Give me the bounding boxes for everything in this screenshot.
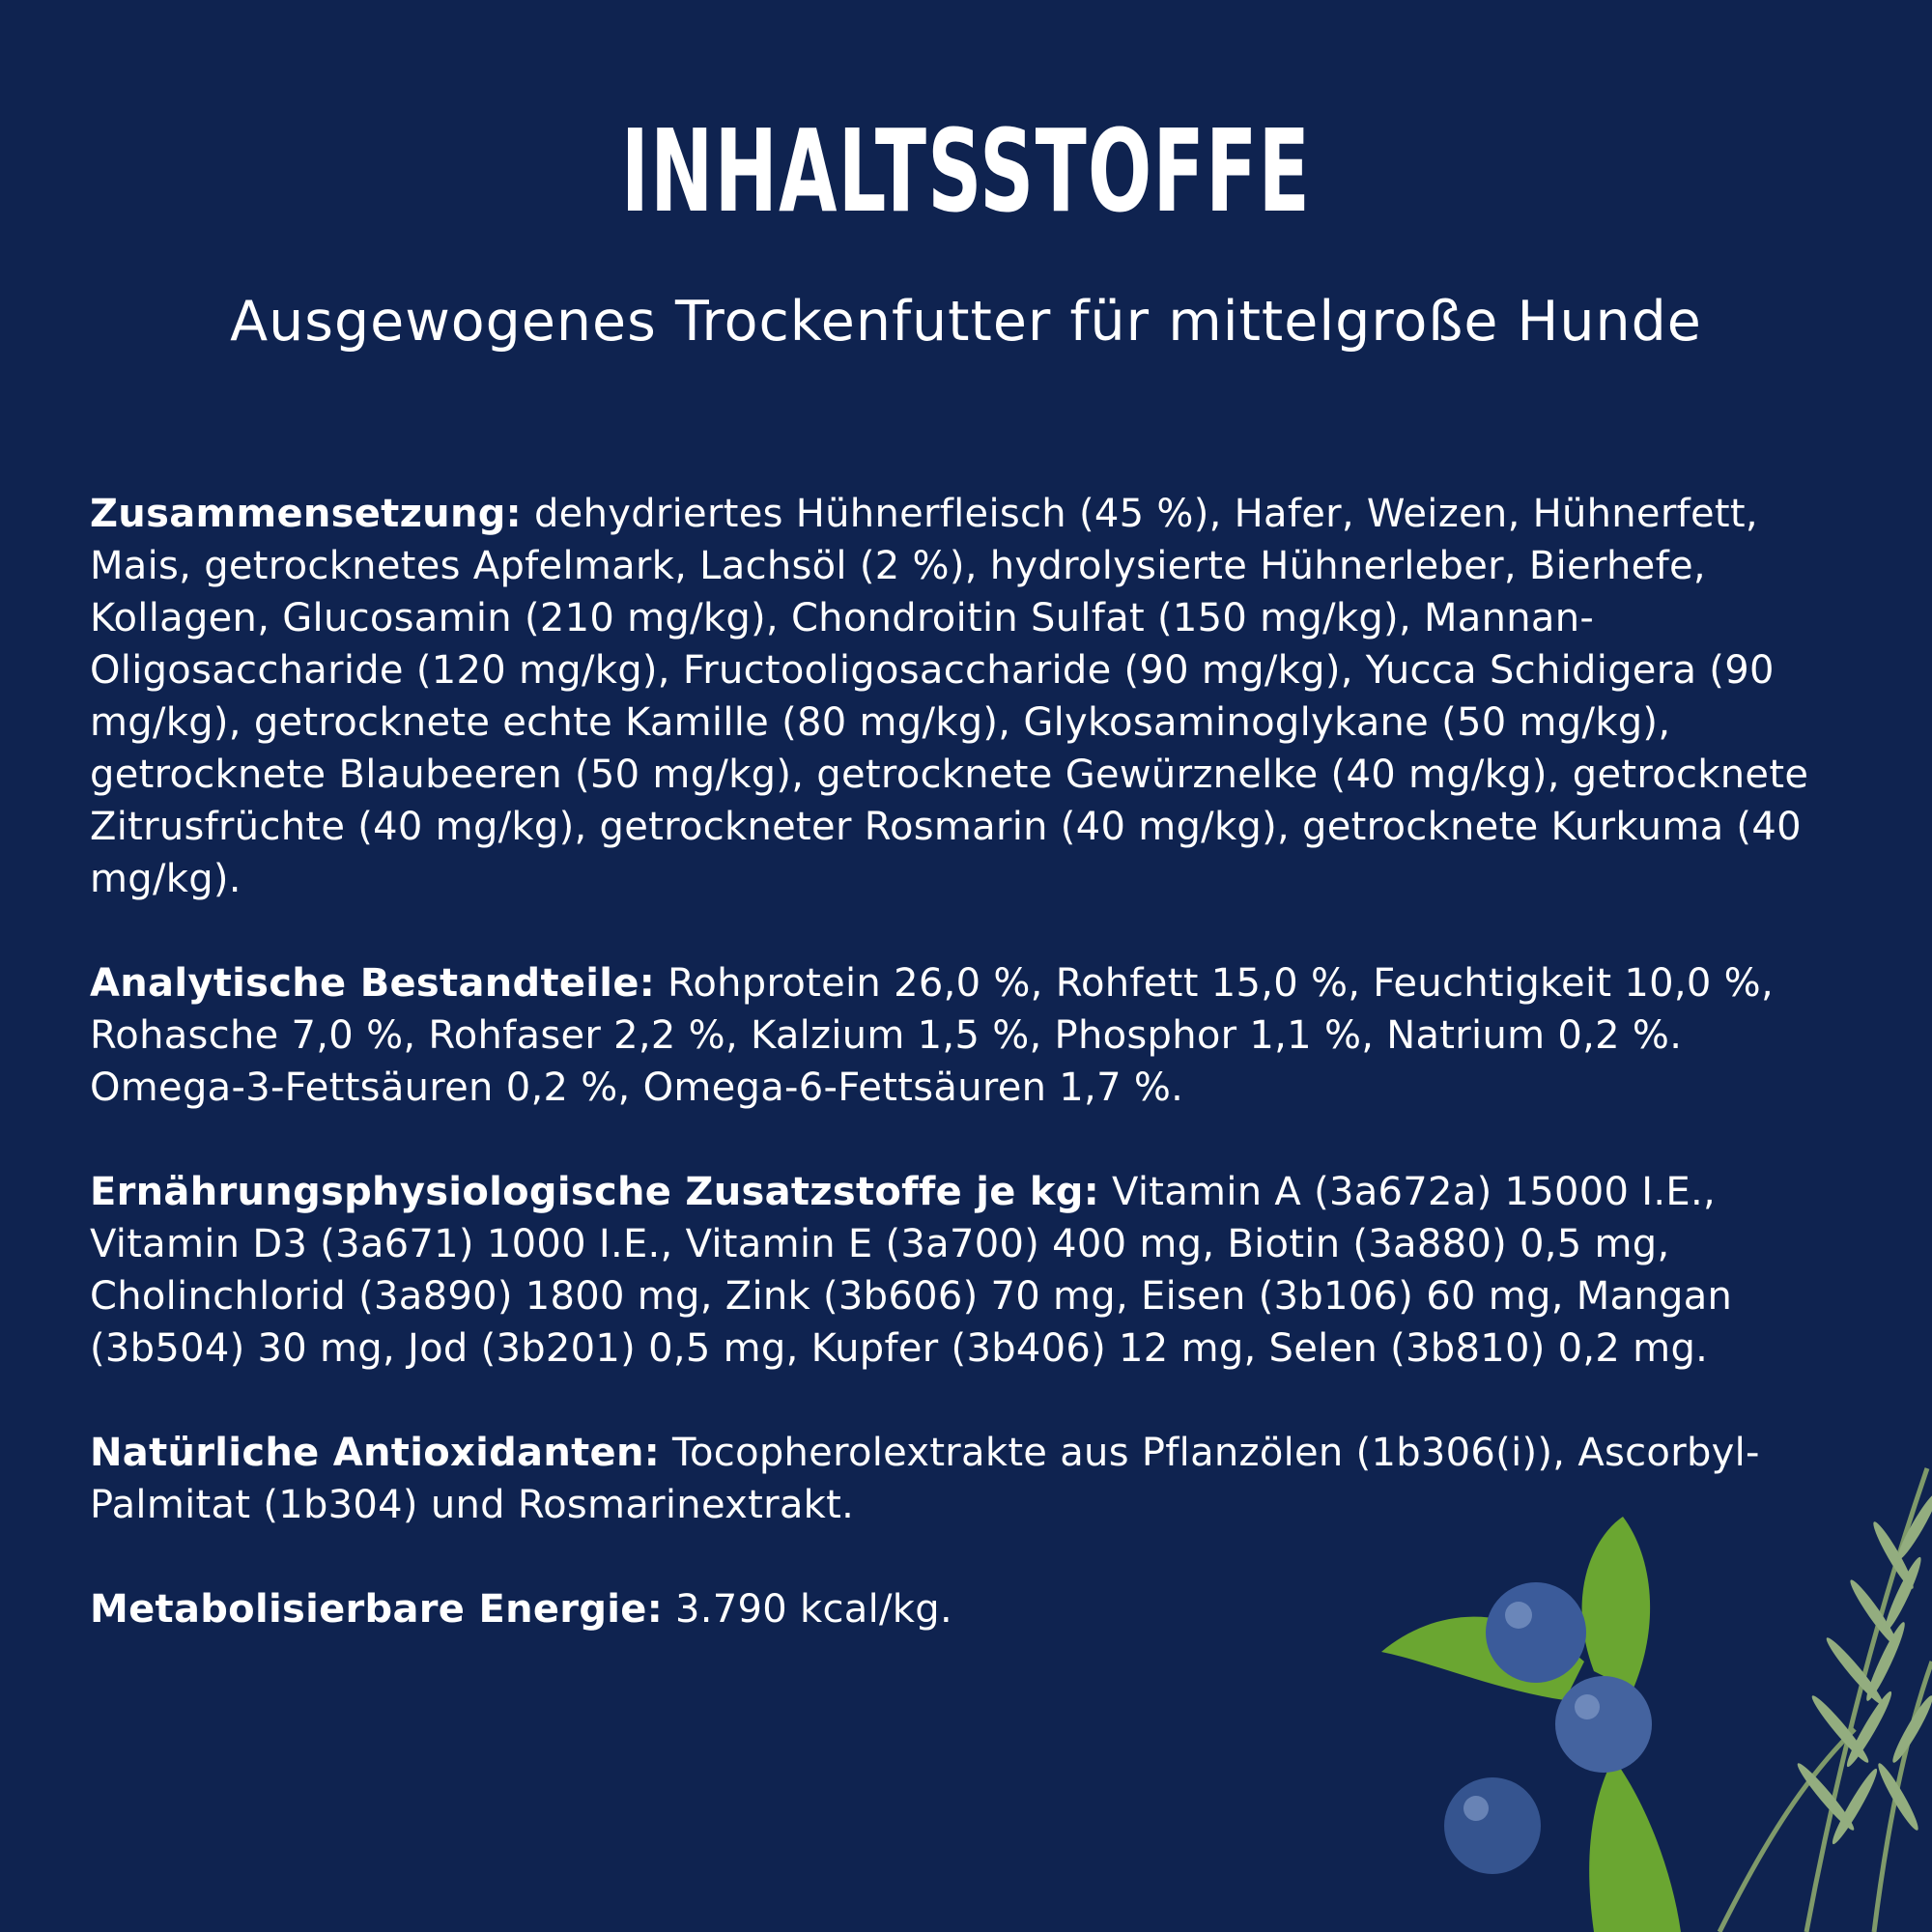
rosemary-needles xyxy=(1793,1490,1932,1847)
section-additives xyxy=(90,1166,1838,1375)
section-label: Ernährungsphysiologische Zusatzstoffe je kg: xyxy=(90,1170,1100,1214)
section-analytical xyxy=(90,957,1838,1114)
section-text: Tocopherolextrakte aus Pflanzölen (1b306(i)), Ascorbyl-Palmitat (1b304) und Rosmarinextrakt. xyxy=(90,1431,1760,1527)
section-text: Vitamin A (3a672a) 15000 I.E., Vitamin D3 (3a671) 1000 I.E., Vitamin E (3a700) 400 mg, Biotin (3a880) 0,5 mg, Cholinchlorid (3a890) 1800 mg, Zink (3b606) 70 mg, Eisen (3b106) 60 mg, Mangan (3b504) 30 mg, Jod (3b201) 0,5 mg, Kupfer (3b406) 12 mg, Selen (3b810) 0,2 mg. xyxy=(90,1170,1733,1371)
section-label: Natürliche Antioxidanten: xyxy=(90,1431,661,1475)
section-text: Rohprotein 26,0 %, Rohfett 15,0 %, Feuchtigkeit 10,0 %, Rohasche 7,0 %, Rohfaser 2,2 %, Kalzium 1,5 %, Phosphor 1,1 %, Natrium 0,2 %. Omega-3-Fettsäuren 0,2 %, Omega-6-Fettsäuren 1,7 %. xyxy=(90,961,1774,1110)
section-text: dehydriertes Hühnerfleisch (45 %), Hafer, Weizen, Hühnerfett, Mais, getrocknetes Apfelmark, Lachsöl (2 %), hydrolysierte Hühnerleber, Bierhefe, Kollagen, Glucosamin (210 mg/kg), Chondroitin Sulfat (150 mg/kg), Mannan-Oligosaccharide (120 mg/kg), Fructooligosaccharide (90 mg/kg), Yucca Schidigera (90 mg/kg), getrocknete echte Kamille (80 mg/kg), Glykosaminoglykane (50 mg/kg), getrocknete Blaubeeren (50 mg/kg), getrocknete Gewürznelke (40 mg/kg), getrocknete Zitrusfrüchte (40 mg/kg), getrockneter Rosmarin (40 mg/kg), getrocknete Kurkuma (40 mg/kg). xyxy=(90,492,1809,901)
section-label: Metabolisierbare Energie: xyxy=(90,1587,663,1632)
section-composition xyxy=(90,488,1838,905)
section-label: Zusammensetzung: xyxy=(90,492,522,536)
section-text: 3.790 kcal/kg. xyxy=(663,1587,952,1632)
rosemary-icon xyxy=(1719,1468,1932,1932)
blueberry-rosemary-illustration xyxy=(1352,1410,1932,1932)
page-subtitle: Ausgewogenes Trockenfutter für mittelgroße Hunde xyxy=(230,290,1702,354)
section-label: Analytische Bestandteile: xyxy=(90,961,656,1006)
page-title: INHALTSSTOFFE xyxy=(620,104,1312,238)
